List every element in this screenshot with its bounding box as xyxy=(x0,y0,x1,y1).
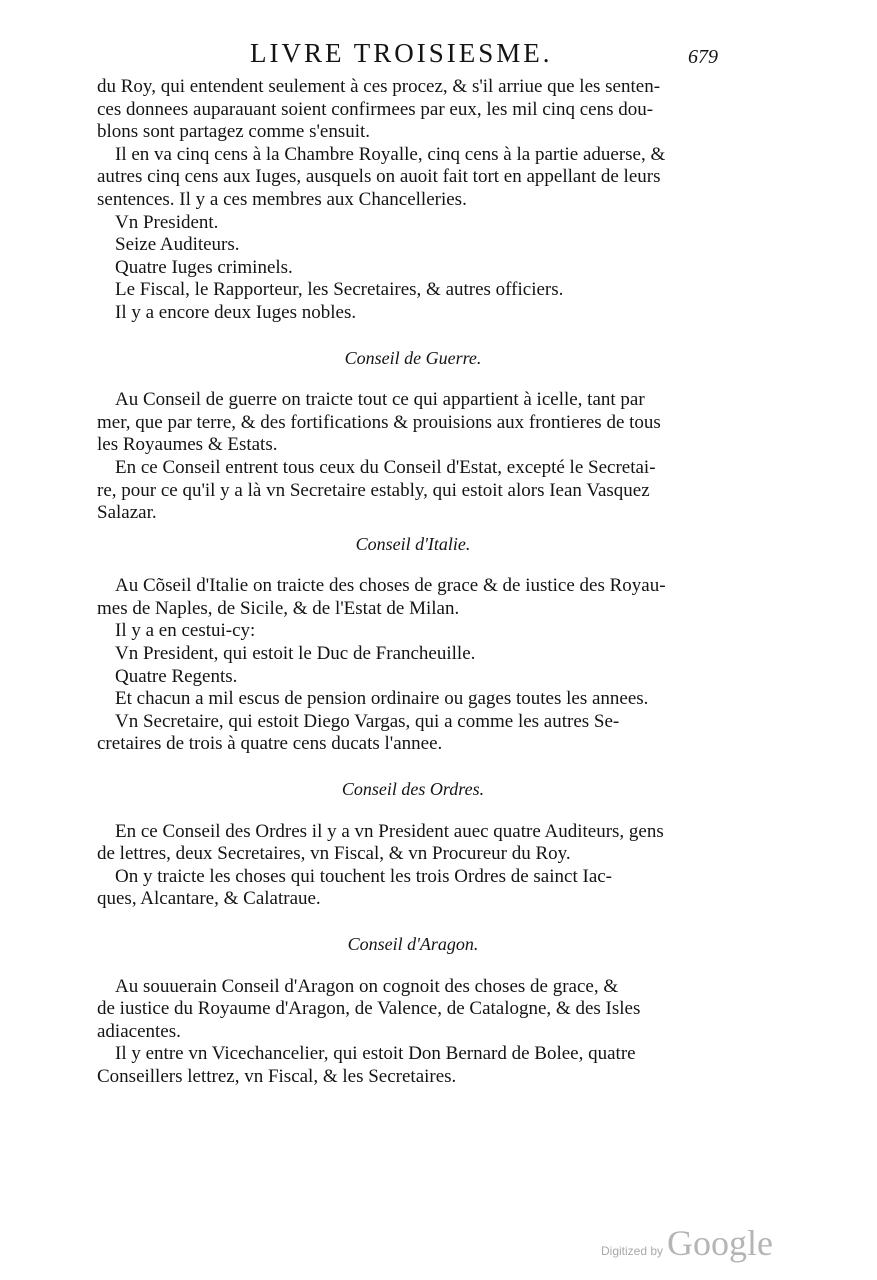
section-heading-aragon: Conseil d'Aragon. xyxy=(347,934,479,954)
text-line: Et chacun a mil escus de pension ordinaire ou gages toutes les annees. xyxy=(115,688,649,710)
text-line: Vn Secretaire, qui estoit Diego Vargas, qui a comme les autres Se- xyxy=(115,710,620,732)
text-line: En ce Conseil des Ordres il y a vn President auec quatre Auditeurs, gens xyxy=(115,820,664,842)
text-line: sentences. Il y a ces membres aux Chancelleries. xyxy=(97,188,467,210)
text-line: mes de Naples, de Sicile, & de l'Estat de Milan. xyxy=(97,597,460,619)
list-item: Il y a encore deux Iuges nobles. xyxy=(115,301,357,323)
text-line: adiacentes. xyxy=(97,1020,181,1042)
text-line: Salazar. xyxy=(97,502,157,524)
list-item: Le Fiscal, le Rapporteur, les Secretaires, & autres officiers. xyxy=(115,279,564,301)
text-line: Il y a en cestui-cy: xyxy=(115,620,256,642)
digitized-watermark xyxy=(601,1222,773,1264)
section-heading-guerre: Conseil de Guerre. xyxy=(344,347,482,368)
text-line: blons sont partagez comme s'ensuit. xyxy=(97,121,371,143)
section-heading-ordres: Conseil des Ordres. xyxy=(341,779,485,800)
section-heading-italie: Conseil d'Italie. xyxy=(355,533,471,554)
list-item: Vn President, qui estoit le Duc de Francheuille. xyxy=(115,643,476,665)
text-line: Au souuerain Conseil d'Aragon on cognoit des choses de grace, & xyxy=(115,975,619,997)
text-line: re, pour ce qu'il y a là vn Secretaire estably, qui estoit alors Iean Vasquez xyxy=(97,479,650,501)
text-line: ques, Alcantare, & Calatraue. xyxy=(97,888,321,910)
list-item: Quatre Regents. xyxy=(115,665,238,687)
text-line: ces donnees auparauant soient confirmees par eux, les mil cinq cens dou- xyxy=(97,98,654,120)
list-item: Seize Auditeurs. xyxy=(115,234,240,256)
text-line: autres cinq cens aux Iuges, ausquels on auoit fait tort en appellant de leurs xyxy=(97,166,661,188)
text-line: On y traicte les choses qui touchent les trois Ordres de sainct Iac- xyxy=(115,865,613,887)
text-line: mer, que par terre, & des fortifications & prouisions aux frontieres de tous xyxy=(97,411,661,433)
running-title: LIVRE TROISIESME. xyxy=(250,38,553,68)
text-line: Au Conseil de guerre on traicte tout ce qui appartient à icelle, tant par xyxy=(115,389,645,411)
text-line: de iustice du Royaume d'Aragon, de Valence, de Catalogne, & des Isles xyxy=(97,998,641,1020)
text-line: Conseillers lettrez, vn Fiscal, & les Secretaires. xyxy=(97,1065,457,1087)
text-line: les Royaumes & Estats. xyxy=(97,434,278,456)
page-number: 679 xyxy=(688,46,718,68)
text-line: cretaires de trois à quatre cens ducats l'annee. xyxy=(97,733,443,755)
watermark-prefix: Digitized by xyxy=(601,1244,664,1258)
text-line: du Roy, qui entendent seulement à ces procez, & s'il arriue que les senten- xyxy=(97,76,661,97)
text-line: En ce Conseil entrent tous ceux du Conseil d'Estat, excepté le Secretai- xyxy=(115,456,656,478)
google-logo: Google xyxy=(667,1223,774,1263)
text-line: de lettres, deux Secretaires, vn Fiscal, & vn Procureur du Roy. xyxy=(97,843,571,865)
page-text xyxy=(97,76,729,1089)
text-line: Il y entre vn Vicechancelier, qui estoit Don Bernard de Bolee, quatre xyxy=(115,1043,636,1065)
list-item: Quatre Iuges criminels. xyxy=(115,256,293,278)
list-item: Vn President. xyxy=(115,211,219,233)
text-line: Il en va cinq cens à la Chambre Royalle, cinq cens à la partie aduerse, & xyxy=(115,143,666,165)
text-line: Au Cõseil d'Italie on traicte des choses de grace & de iustice des Royau- xyxy=(115,575,666,597)
